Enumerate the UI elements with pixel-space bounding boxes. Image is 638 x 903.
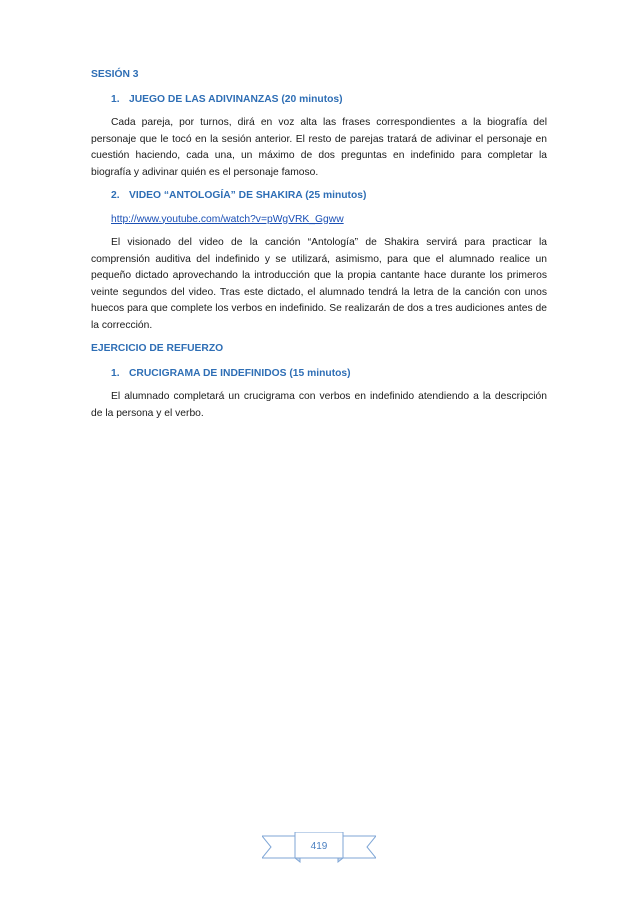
- video-link[interactable]: http://www.youtube.com/watch?v=pWgVRK_Ggww: [111, 213, 344, 225]
- item-video-description: El visionado del video de la canción “Antología” de Shakira servirá para practicar la comprensión auditiva del indefinido y se utilizará, asimismo, para que el alumnado realice un pequeño dictado aprovechando la introducción que la propia cantante hace durante los primeros veinte segundos del video. Tras este dictado, el alumnado tendrá la letra de la canción con unos huecos para que complete los verbos en indefinido. Se realizarán de dos a tres audiciones antes de la corrección.: [91, 237, 547, 331]
- page-footer: [262, 832, 376, 864]
- item-juego-description: Cada pareja, por turnos, dirá en voz alta las frases correspondientes a la biografía del personaje que le tocó en la sesión anterior. El resto de parejas tratará de adivinar el personaje en cuestión haciendo, cada una, un máximo de dos preguntas en indefinido para completar la biografía y adivinar quién es el personaje famoso.: [91, 117, 547, 178]
- item-number: 1.: [111, 93, 120, 105]
- item-number: 2.: [111, 190, 120, 201]
- item-crucigrama-title: [111, 366, 547, 383]
- page-number: 419: [310, 841, 328, 852]
- video-link-line: [111, 212, 547, 229]
- item-number: 1.: [111, 367, 120, 379]
- item-title: CRUCIGRAMA DE INDEFINIDOS (15 minutos): [129, 367, 351, 379]
- item-video-title: [111, 188, 547, 205]
- item-crucigrama-description: El alumnado completará un crucigrama con verbos en indefinido atendiendo a la descripción de la persona y el verbo.: [91, 391, 547, 419]
- item-title: VIDEO “ANTOLOGÍA” DE SHAKIRA (25 minutos): [129, 190, 367, 201]
- reinforcement-title: EJERCICIO DE REFUERZO: [91, 343, 224, 354]
- item-juego-title: [111, 92, 547, 109]
- section-title: SESIÓN 3: [91, 69, 139, 80]
- page-content: [91, 67, 547, 429]
- item-title: JUEGO DE LAS ADIVINANZAS (20 minutos): [129, 93, 343, 105]
